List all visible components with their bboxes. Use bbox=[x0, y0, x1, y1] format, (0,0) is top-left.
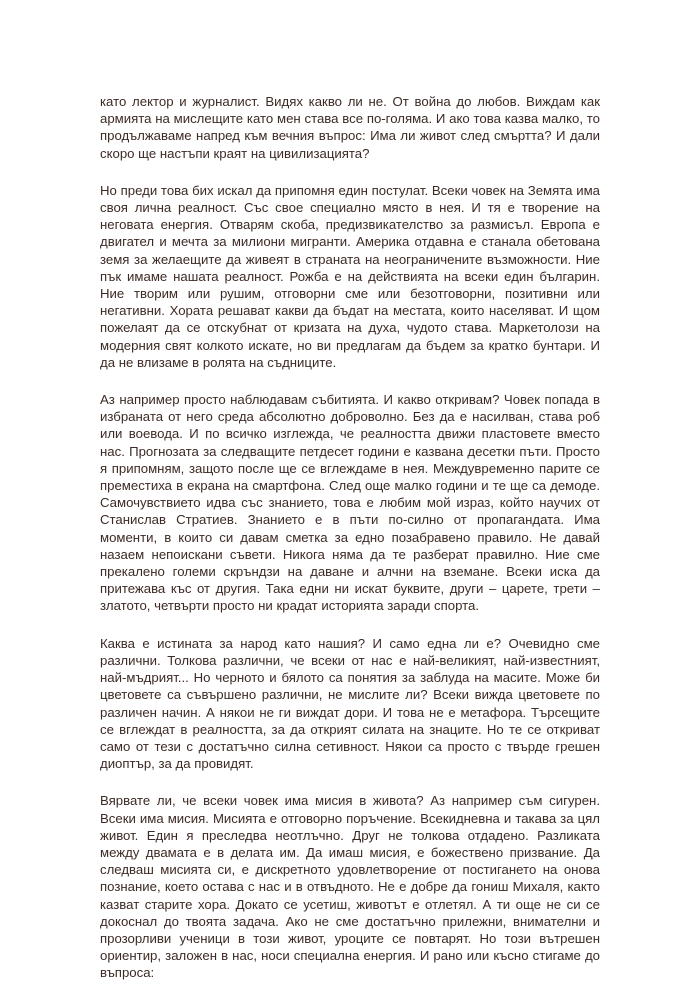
paragraph-2: Но преди това бих искал да припомня един постулат. Всеки човек на Земята има своя лична реалност. Със свое специално място в нея. И тя е творение на неговата енергия. Отварям скоба, предизвикателство за размисъл. Европа е двигател и мечта за милиони мигранти. Америка отдавна е станала обетована земя за желаещите да живеят в страната на неограничените възможности. Ние пък имаме нашата реалност. Рожба е на действията на всеки един българин. Ние творим или рушим, отговорни сме или безотговорни, позитивни или негативни. Хората решават какви да бъдат на местата, които населяват. И щом пожелаят да се отскубнат от кризата на духа, чудото става. Маркетолози на модерния свят колкото искате, но ви предлагам да бъдем за кратко бунтари. И да не влизаме в ролята на съдниците. bbox=[100, 182, 600, 370]
paragraph-4: Каква е истината за народ като нашия? И само една ли е? Очевидно сме различни. Толкова различни, че всеки от нас е най-великият, най-известният, най-мъдрият... Но черното и бялото са понятия за заблуда на масите. Може би цветовете са съвършено различни, не мислите ли? Всеки вижда цветовете по различен начин. А някои не ги виждат дори. И това не е метафора. Търсещите се вглеждат в реалността, за да открият силата на знаците. Но те се откриват само от тези с достатъчно силна сетивност. Някои са просто с твърде грешен диоптър, за да провидят. bbox=[100, 635, 600, 772]
paragraph-1: като лектор и журналист. Видях какво ли не. От война до любов. Виждам как армията на мислещите като мен става все по-голяма. И ако това казва малко, то продължаваме напред към вечния въпрос: Има ли живот след смъртта? И дали скоро ще настъпи краят на цивилизацията? bbox=[100, 94, 600, 161]
document-body bbox=[100, 93, 600, 1002]
paragraph-5: Вярвате ли, че всеки човек има мисия в живота? Аз например съм сигурен. Всеки има мисия. Мисията е отговорно поръчение. Всекидневна и такава за цял живот. Един я преследва неотлъчно. Друг не толкова отдадено. Разликата между двамата е в делата им. Да имаш мисия, е божествено призвание. Да следваш мисията си, е дискретното удовлетворение от постигането на онова познание, което остава с нас и в отвъдното. Не е добре да гониш Михаля, както казват старите хора. Докато се усетиш, животът е отлетял. А ти още не си се докоснал до твоята задача. Ако не сме достатъчно прилежни, внимателни и прозорливи ученици в този живот, уроците се повтарят. Но този вътрешен ориентир, заложен в нас, носи специална енергия. И рано или късно стигаме до въпроса: bbox=[100, 793, 600, 981]
paragraph-3: Аз например просто наблюдавам събитията. И какво откривам? Човек попада в избраната от него среда абсолютно доброволно. Без да е насилван, става роб или воевода. И по всичко изглежда, че реалността движи пластовете вместо нас. Прогнозата за следващите петдесет години е казвана десетки пъти. Просто я припомням, защото после ще се вглеждаме в нея. Междувременно парите се преместиха в екрана на смартфона. След още малко години и те ще са демоде. Самочувствието идва със знанието, това е любим мой израз, който научих от Станислав Стратиев. Знанието е в пъти по-силно от пропагандата. Има моменти, в които си давам сметка за едно позабравено правило. Не давай назаем непоискани съвети. Никога няма да те разберат правилно. Ние сме прекалено големи скръндзи на даване и алчни на вземане. Всеки иска да притежава къс от другия. Така едни ни искат буквите, други – царете, трети – златото, четвърти просто ни крадат историята заради спорта. bbox=[100, 392, 600, 614]
